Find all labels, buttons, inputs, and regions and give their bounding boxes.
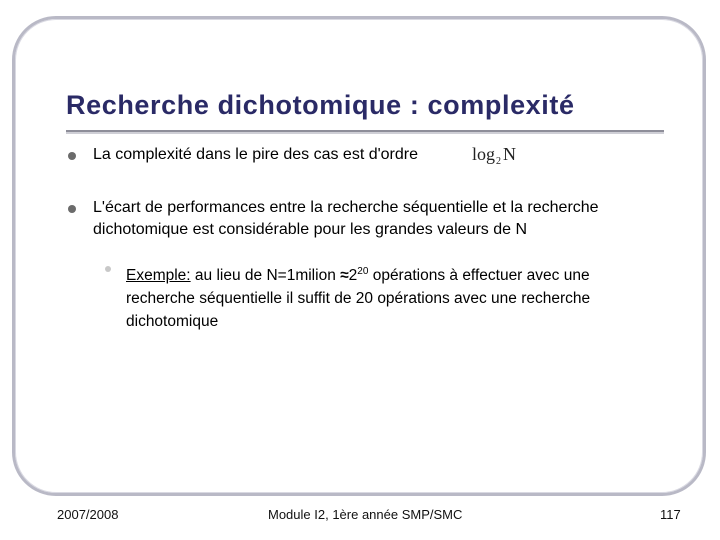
bullet-1-text: La complexité dans le pire des cas est d'ordre (93, 146, 419, 163)
power-base: 2 (348, 267, 358, 284)
bullet-dot (68, 205, 76, 213)
bullet-dot (68, 152, 76, 160)
title-divider (66, 130, 664, 132)
complexity-formula (472, 144, 516, 167)
footer-page-number: 117 (660, 507, 681, 522)
formula-arg: N (503, 144, 517, 164)
example-label: Exemple: (126, 267, 191, 284)
formula-base: 2 (496, 156, 502, 167)
sub-bullet-line-3: dichotomique (126, 313, 219, 330)
sub-bullet-line-2: recherche séquentielle il suffit de 20 opérations avec une recherche (126, 290, 591, 307)
sub-bullet-line-1 (126, 264, 590, 287)
approx-symbol: ≈ (340, 267, 349, 284)
bullet-2-line-2: dichotomique est considérable pour les grandes valeurs de N (93, 221, 528, 238)
power-exponent: 20 (357, 265, 369, 277)
footer-date: 2007/2008 (57, 507, 119, 522)
footer-course: Module I2, 1ère année SMP/SMC (268, 507, 463, 522)
example-text-2: opérations à effectuer avec une (368, 267, 590, 284)
bullet-2-line-1: L'écart de performances entre la recherche séquentielle et la recherche (93, 199, 599, 216)
formula-log: log (472, 144, 496, 164)
slide-title: Recherche dichotomique : complexité (66, 90, 575, 120)
sub-bullet-dot (105, 266, 111, 272)
example-text-1: au lieu de N=1milion (190, 267, 341, 284)
slide-frame (12, 16, 706, 496)
